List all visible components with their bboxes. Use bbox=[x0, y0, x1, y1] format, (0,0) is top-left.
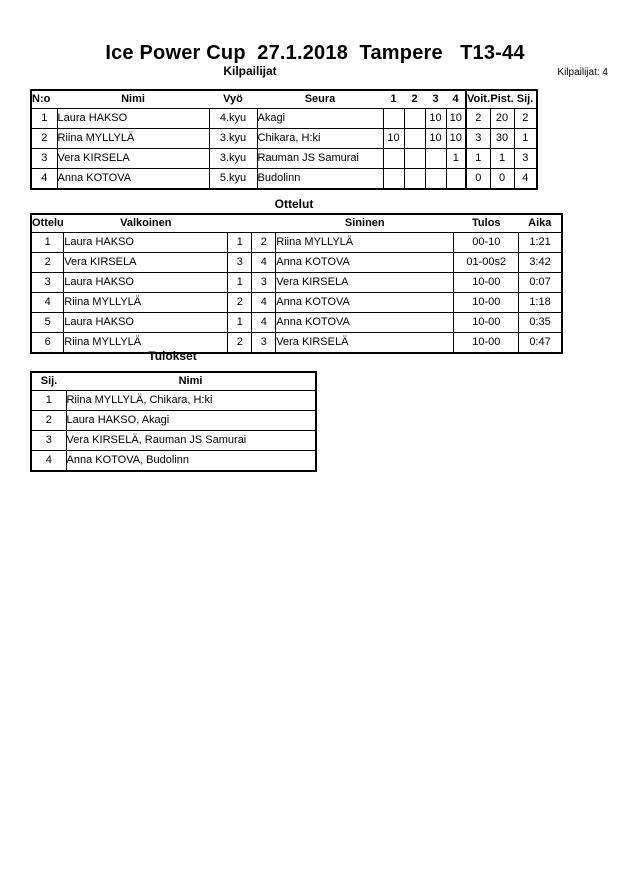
cell-round1 bbox=[383, 169, 404, 190]
cell-white-no: 2 bbox=[228, 293, 252, 313]
cell-points: 20 bbox=[490, 109, 514, 129]
cell-name: Riina MYLLYLÄ, Chikara, H:ki bbox=[66, 391, 316, 411]
cell-belt: 4.kyu bbox=[209, 109, 257, 129]
column-header-white: Valkoinen bbox=[64, 214, 228, 233]
cell-round1 bbox=[383, 149, 404, 169]
table-row bbox=[31, 451, 316, 472]
cell-result: 10-00 bbox=[454, 293, 519, 313]
matches-header-row bbox=[31, 214, 562, 233]
cell-name: Riina MYLLYLÄ bbox=[57, 129, 209, 149]
column-header-club: Seura bbox=[257, 90, 383, 109]
cell-no: 3 bbox=[31, 149, 57, 169]
cell-round4: 1 bbox=[446, 149, 466, 169]
cell-time: 3:42 bbox=[519, 253, 562, 273]
cell-match-no: 5 bbox=[31, 313, 64, 333]
results-table bbox=[30, 371, 317, 472]
cell-blue-name: Vera KIRSELÄ bbox=[276, 333, 454, 354]
cell-name: Laura HAKSO bbox=[57, 109, 209, 129]
column-header-time: Aika bbox=[519, 214, 562, 233]
cell-club: Chikara, H:ki bbox=[257, 129, 383, 149]
cell-white-no: 1 bbox=[228, 233, 252, 253]
cell-match-no: 2 bbox=[31, 253, 64, 273]
cell-wins: 3 bbox=[466, 129, 490, 149]
cell-round4: 10 bbox=[446, 129, 466, 149]
cell-match-no: 4 bbox=[31, 293, 64, 313]
cell-time: 0:35 bbox=[519, 313, 562, 333]
table-row bbox=[31, 411, 316, 431]
competitors-table bbox=[30, 89, 538, 190]
cell-place: 1 bbox=[31, 391, 66, 411]
cell-white-name: Riina MYLLYLÄ bbox=[64, 293, 228, 313]
column-header-blue-no bbox=[252, 214, 276, 233]
results-heading: Tulokset bbox=[148, 349, 197, 363]
cell-no: 1 bbox=[31, 109, 57, 129]
cell-name: Anna KOTOVA bbox=[57, 169, 209, 190]
cell-white-name: Laura HAKSO bbox=[64, 273, 228, 293]
column-header-white-no bbox=[228, 214, 252, 233]
competitors-heading: Kilpailijat bbox=[223, 64, 277, 78]
column-header-result: Tulos bbox=[454, 214, 519, 233]
cell-match-no: 3 bbox=[31, 273, 64, 293]
cell-place: 3 bbox=[31, 431, 66, 451]
matches-table bbox=[30, 213, 563, 354]
cell-blue-no: 3 bbox=[252, 333, 276, 354]
cell-club: Rauman JS Samurai bbox=[257, 149, 383, 169]
cell-round2 bbox=[404, 109, 425, 129]
column-header-belt: Vyö bbox=[209, 90, 257, 109]
cell-belt: 5.kyu bbox=[209, 169, 257, 190]
table-row bbox=[31, 129, 537, 149]
column-header-round2: 2 bbox=[404, 90, 425, 109]
table-row bbox=[31, 273, 562, 293]
cell-time: 1:18 bbox=[519, 293, 562, 313]
cell-white-name: Laura HAKSO bbox=[64, 313, 228, 333]
column-header-round3: 3 bbox=[425, 90, 446, 109]
column-header-no: N:o bbox=[31, 90, 57, 109]
cell-name: Vera KIRSELÄ, Rauman JS Samurai bbox=[66, 431, 316, 451]
cell-match-no: 1 bbox=[31, 233, 64, 253]
cell-time: 1:21 bbox=[519, 233, 562, 253]
table-row bbox=[31, 233, 562, 253]
cell-round2 bbox=[404, 169, 425, 190]
cell-club: Budolinn bbox=[257, 169, 383, 190]
column-header-wins: Voit. bbox=[466, 90, 490, 109]
cell-no: 4 bbox=[31, 169, 57, 190]
cell-blue-no: 3 bbox=[252, 273, 276, 293]
cell-place: 4 bbox=[31, 451, 66, 472]
column-header-name: Nimi bbox=[66, 372, 316, 391]
cell-white-name: Vera KIRSELA bbox=[64, 253, 228, 273]
table-row bbox=[31, 169, 537, 190]
cell-name: Laura HAKSO, Akagi bbox=[66, 411, 316, 431]
cell-place: 2 bbox=[31, 411, 66, 431]
cell-belt: 3.kyu bbox=[209, 129, 257, 149]
cell-name: Vera KIRSELA bbox=[57, 149, 209, 169]
cell-wins: 1 bbox=[466, 149, 490, 169]
cell-white-no: 1 bbox=[228, 313, 252, 333]
cell-points: 1 bbox=[490, 149, 514, 169]
cell-round2 bbox=[404, 149, 425, 169]
cell-blue-no: 4 bbox=[252, 313, 276, 333]
column-header-match-no: Ottelu bbox=[31, 214, 64, 233]
cell-round1: 10 bbox=[383, 129, 404, 149]
cell-result: 10-00 bbox=[454, 273, 519, 293]
table-row bbox=[31, 391, 316, 411]
cell-round3: 10 bbox=[425, 129, 446, 149]
cell-blue-name: Anna KOTOVA bbox=[276, 313, 454, 333]
page-title: Ice Power Cup 27.1.2018 Tampere T13-44 bbox=[105, 42, 525, 64]
cell-round4 bbox=[446, 169, 466, 190]
column-header-round1: 1 bbox=[383, 90, 404, 109]
table-row bbox=[31, 149, 537, 169]
cell-place: 2 bbox=[514, 109, 537, 129]
cell-round3 bbox=[425, 149, 446, 169]
matches-heading: Ottelut bbox=[274, 197, 314, 211]
column-header-points: Pist. bbox=[490, 90, 514, 109]
cell-result: 10-00 bbox=[454, 333, 519, 354]
cell-wins: 0 bbox=[466, 169, 490, 190]
cell-white-name: Riina MYLLYLÄ bbox=[64, 333, 228, 354]
cell-blue-name: Anna KOTOVA bbox=[276, 293, 454, 313]
cell-no: 2 bbox=[31, 129, 57, 149]
cell-result: 10-00 bbox=[454, 313, 519, 333]
cell-blue-name: Vera KIRSELA bbox=[276, 273, 454, 293]
cell-match-no: 6 bbox=[31, 333, 64, 354]
cell-points: 30 bbox=[490, 129, 514, 149]
column-header-round4: 4 bbox=[446, 90, 466, 109]
cell-round3: 10 bbox=[425, 109, 446, 129]
cell-place: 4 bbox=[514, 169, 537, 190]
cell-round1 bbox=[383, 109, 404, 129]
cell-club: Akagi bbox=[257, 109, 383, 129]
results-header-row bbox=[31, 372, 316, 391]
column-header-place: Sij. bbox=[31, 372, 66, 391]
cell-round4: 10 bbox=[446, 109, 466, 129]
table-row bbox=[31, 313, 562, 333]
column-header-place: Sij. bbox=[514, 90, 537, 109]
cell-white-no: 1 bbox=[228, 273, 252, 293]
cell-result: 01-00s2 bbox=[454, 253, 519, 273]
column-header-name: Nimi bbox=[57, 90, 209, 109]
cell-time: 0:07 bbox=[519, 273, 562, 293]
competitors-count-label: Kilpailijat: 4 bbox=[557, 67, 608, 78]
column-header-blue: Sininen bbox=[276, 214, 454, 233]
cell-wins: 2 bbox=[466, 109, 490, 129]
cell-time: 0:47 bbox=[519, 333, 562, 354]
cell-white-no: 3 bbox=[228, 253, 252, 273]
table-row bbox=[31, 253, 562, 273]
cell-blue-no: 4 bbox=[252, 293, 276, 313]
cell-blue-no: 2 bbox=[252, 233, 276, 253]
cell-place: 3 bbox=[514, 149, 537, 169]
table-row bbox=[31, 431, 316, 451]
cell-blue-name: Riina MYLLYLÄ bbox=[276, 233, 454, 253]
table-row bbox=[31, 293, 562, 313]
cell-belt: 3.kyu bbox=[209, 149, 257, 169]
cell-white-no: 2 bbox=[228, 333, 252, 354]
cell-round3 bbox=[425, 169, 446, 190]
competitors-header-row bbox=[31, 90, 537, 109]
cell-result: 00-10 bbox=[454, 233, 519, 253]
cell-blue-name: Anna KOTOVA bbox=[276, 253, 454, 273]
cell-name: Anna KOTOVA, Budolinn bbox=[66, 451, 316, 472]
cell-white-name: Laura HAKSO bbox=[64, 233, 228, 253]
cell-points: 0 bbox=[490, 169, 514, 190]
cell-place: 1 bbox=[514, 129, 537, 149]
cell-blue-no: 4 bbox=[252, 253, 276, 273]
cell-round2 bbox=[404, 129, 425, 149]
table-row bbox=[31, 109, 537, 129]
